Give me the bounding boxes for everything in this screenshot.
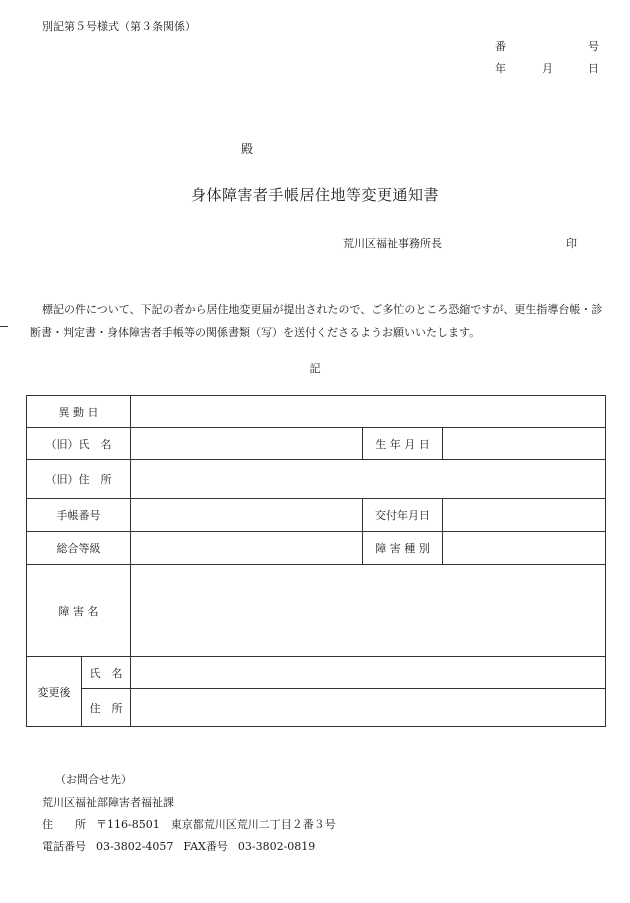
ki-heading: 記	[309, 362, 321, 375]
addressee-honorific: 殿	[241, 142, 254, 156]
document-number-label: 番	[495, 40, 506, 53]
overall-grade-label: 総合等級	[27, 532, 131, 565]
handbook-number-field[interactable]	[131, 499, 363, 532]
handbook-number-label: 手帳番号	[27, 499, 131, 532]
seal-mark: 印	[566, 237, 577, 250]
form-label: 別記第５号様式（第３条関係）	[42, 20, 196, 33]
disability-name-field[interactable]	[131, 565, 606, 657]
table-row	[27, 428, 606, 460]
new-name-field[interactable]	[131, 657, 606, 689]
details-table	[26, 395, 606, 727]
old-name-label: （旧）氏 名	[27, 428, 131, 460]
old-address-label: （旧）住 所	[27, 460, 131, 499]
contact-address-label: 住 所	[42, 818, 86, 831]
new-address-label: 住 所	[82, 689, 131, 727]
contact-fax: 03-3802-0819	[237, 840, 316, 853]
body-paragraph: 標記の件について、下記の者から居住地変更届が提出されたので、ご多忙のところ恐縮ですが、更生指導台帳・診断書・判定書・身体障害者手帳等の関係書類（写）を送付くださるようお願いいたします。	[30, 303, 603, 339]
overall-grade-field[interactable]	[131, 532, 363, 565]
contact-tel-label: 電話番号	[42, 840, 86, 853]
issue-date-field[interactable]	[443, 499, 606, 532]
new-address-field[interactable]	[131, 689, 606, 727]
contact-tel: 03-3802-4057	[96, 840, 174, 853]
document-number-suffix: 号	[588, 40, 599, 53]
move-date-label: 異 動 日	[27, 396, 131, 428]
new-name-label: 氏 名	[82, 657, 131, 689]
birth-date-field[interactable]	[443, 428, 606, 460]
contact-heading: （お問合せ先）	[55, 773, 132, 786]
old-name-field[interactable]	[131, 428, 363, 460]
disability-type-label: 障 害 種 別	[363, 532, 443, 565]
margin-tick	[0, 326, 8, 327]
date-day-label: 日	[588, 62, 599, 75]
contact-fax-label: FAX番号	[183, 840, 228, 853]
after-change-label: 変更後	[27, 657, 82, 727]
birth-date-label: 生 年 月 日	[363, 428, 443, 460]
table-row	[27, 499, 606, 532]
table-row	[27, 460, 606, 499]
date-month-label: 月	[542, 62, 553, 75]
contact-address-line	[42, 816, 336, 832]
document-title: 身体障害者手帳居住地等変更通知書	[190, 186, 439, 204]
contact-address: 〒116-8501 東京都荒川区荒川二丁目２番３号	[96, 818, 336, 831]
sender-name: 荒川区福祉事務所長	[343, 237, 442, 250]
date-year-label: 年	[495, 62, 506, 75]
table-row	[27, 565, 606, 657]
table-row	[27, 396, 606, 428]
table-row	[27, 689, 606, 727]
disability-type-field[interactable]	[443, 532, 606, 565]
table-row	[27, 657, 606, 689]
contact-department: 荒川区福祉部障害者福祉課	[42, 796, 174, 809]
table-row	[27, 532, 606, 565]
issue-date-label: 交付年月日	[363, 499, 443, 532]
disability-name-label: 障 害 名	[27, 565, 131, 657]
old-address-field[interactable]	[131, 460, 606, 499]
move-date-field[interactable]	[131, 396, 606, 428]
contact-phone-line	[42, 838, 315, 854]
